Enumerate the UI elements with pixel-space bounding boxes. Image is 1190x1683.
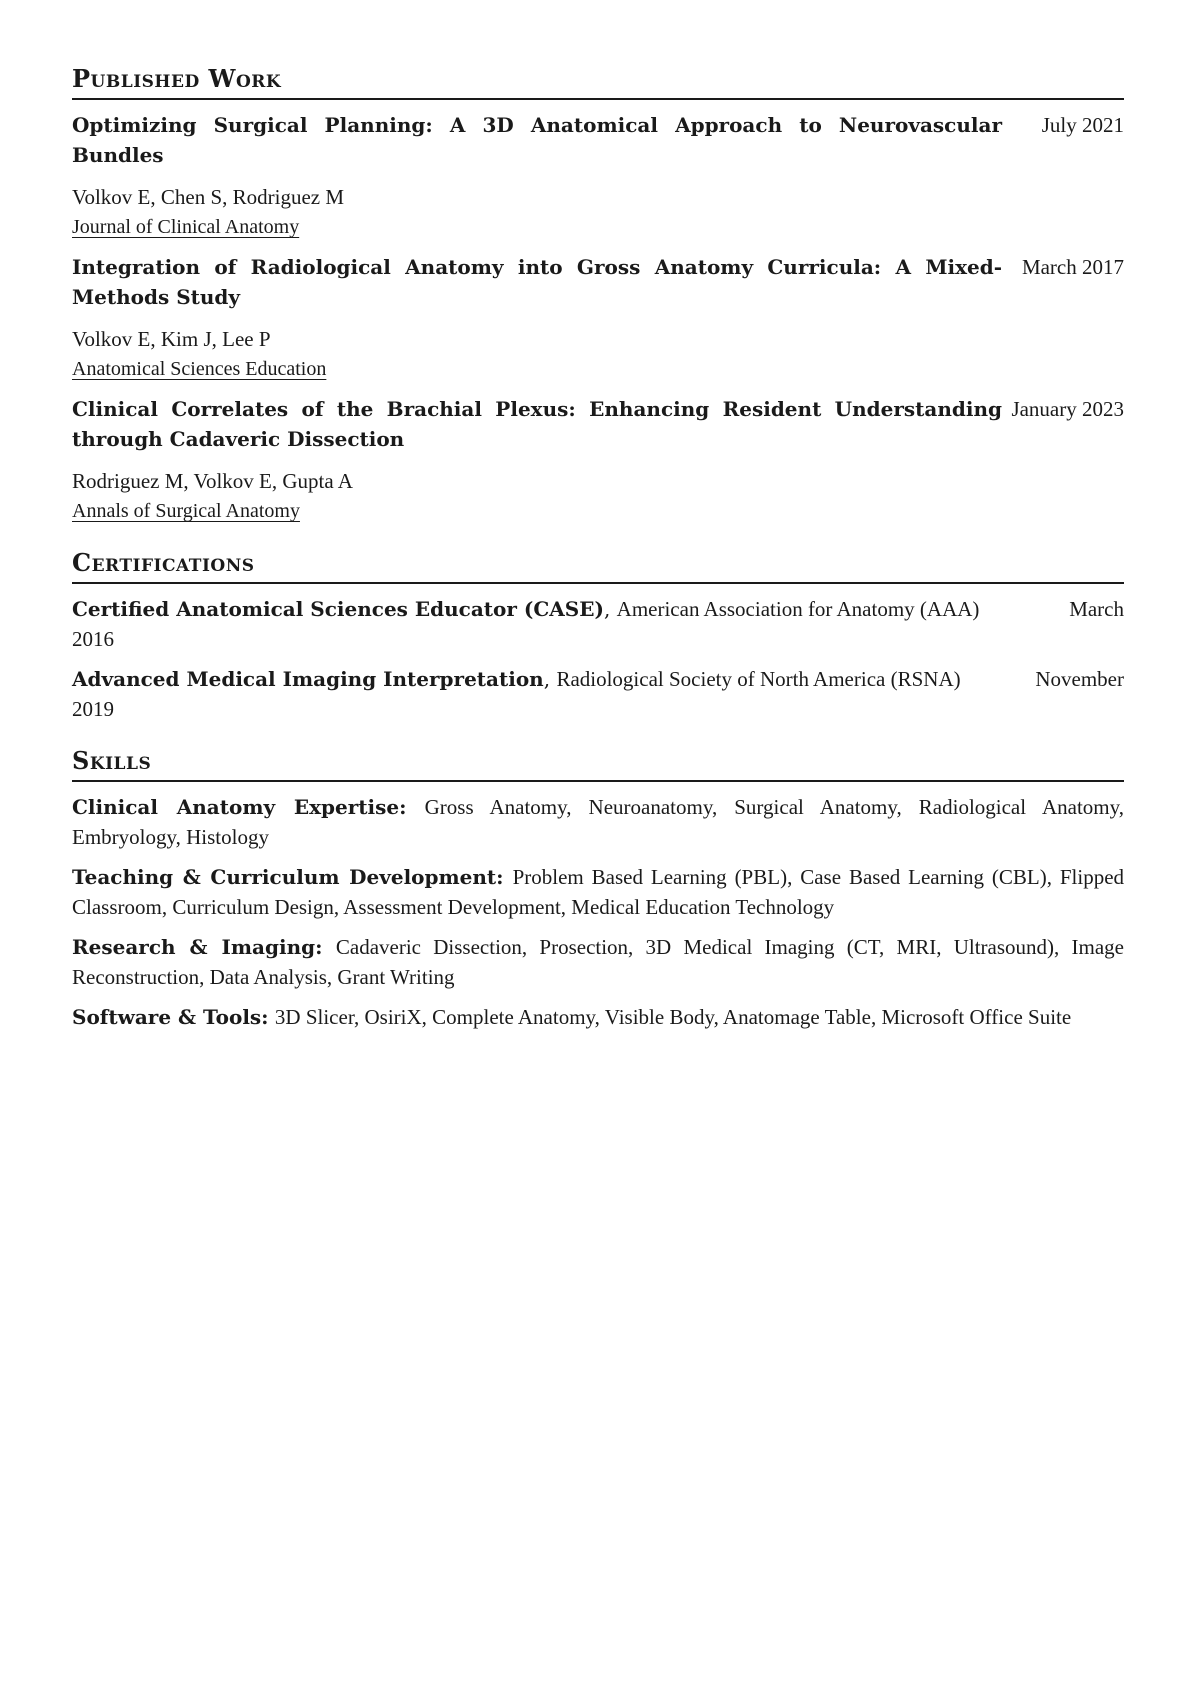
certification-item: Certified Anatomical Sciences Educator (CASE), American Association for Anatomy (AAA) March 2016	[72, 594, 1124, 654]
skill-text: Gross Anatomy, Neuroanatomy, Surgical Anatomy, Radiological Anatomy, Embryology, Histology	[72, 795, 1124, 849]
publication-authors: Volkov E, Chen S, Rodriguez M	[72, 185, 345, 209]
publication-item	[72, 252, 1124, 384]
skill-text: Problem Based Learning (PBL), Case Based Learning (CBL), Flipped Classroom, Curriculum Design, Assessment Development, Medical Education Technology	[72, 865, 1125, 919]
section-title-certifications: Certifications	[72, 546, 1124, 584]
publication-date: January 2023	[1011, 397, 1124, 421]
publication-journal-link[interactable]: Journal of Clinical Anatomy	[72, 216, 300, 238]
certification-name: Certified Anatomical Sciences Educator (CASE)	[72, 597, 604, 621]
skills-section	[72, 744, 1124, 1032]
certification-org: American Association for Anatomy (AAA)	[616, 597, 980, 621]
publication-journal-link[interactable]: Annals of Surgical Anatomy	[72, 500, 300, 522]
resume-page	[72, 62, 1124, 1052]
certification-name: Advanced Medical Imaging Interpretation	[72, 667, 544, 691]
skill-item	[72, 1002, 1124, 1032]
certifications-section	[72, 546, 1124, 724]
publication-date: July 2021	[1041, 113, 1124, 137]
skill-item	[72, 932, 1124, 992]
skill-item	[72, 792, 1124, 852]
publication-authors: Rodriguez M, Volkov E, Gupta A	[72, 469, 353, 493]
published-work-section	[72, 62, 1124, 526]
certification-year: 2016	[72, 627, 114, 651]
skill-item	[72, 862, 1124, 922]
section-title-published-work: Published Work	[72, 62, 1124, 100]
certification-month: March	[1069, 597, 1124, 621]
publication-title: Optimizing Surgical Planning: A 3D Anatomical Approach to Neurovascular Bundles	[72, 113, 1002, 167]
skill-label: Software & Tools:	[72, 1005, 269, 1029]
skill-text: Cadaveric Dissection, Prosection, 3D Medical Imaging (CT, MRI, Ultrasound), Image Reconstruction, Data Analysis, Grant Writing	[72, 935, 1125, 989]
publication-title: Clinical Correlates of the Brachial Plexus: Enhancing Resident Understanding through Cadaveric Dissection	[72, 397, 1002, 451]
certification-year: 2019	[72, 697, 114, 721]
certification-item: Advanced Medical Imaging Interpretation, Radiological Society of North America (RSNA) November 2019	[72, 664, 1124, 724]
publication-authors: Volkov E, Kim J, Lee P	[72, 327, 271, 351]
section-title-skills: Skills	[72, 744, 1124, 782]
publication-journal-link[interactable]: Anatomical Sciences Education	[72, 358, 327, 380]
skill-label: Research & Imaging:	[72, 935, 323, 959]
skill-text: 3D Slicer, OsiriX, Complete Anatomy, Visible Body, Anatomage Table, Microsoft Office Suite	[274, 1005, 1072, 1029]
certification-month: November	[1035, 667, 1124, 691]
publication-title: Integration of Radiological Anatomy into Gross Anatomy Curricula: A Mixed-Methods Study	[72, 255, 1002, 309]
publication-item	[72, 110, 1124, 242]
skill-label: Clinical Anatomy Expertise:	[72, 795, 407, 819]
publication-item	[72, 394, 1124, 526]
certification-org: Radiological Society of North America (RSNA)	[556, 667, 961, 691]
skill-label: Teaching & Curriculum Development:	[72, 865, 504, 889]
publication-date: March 2017	[1021, 255, 1124, 279]
